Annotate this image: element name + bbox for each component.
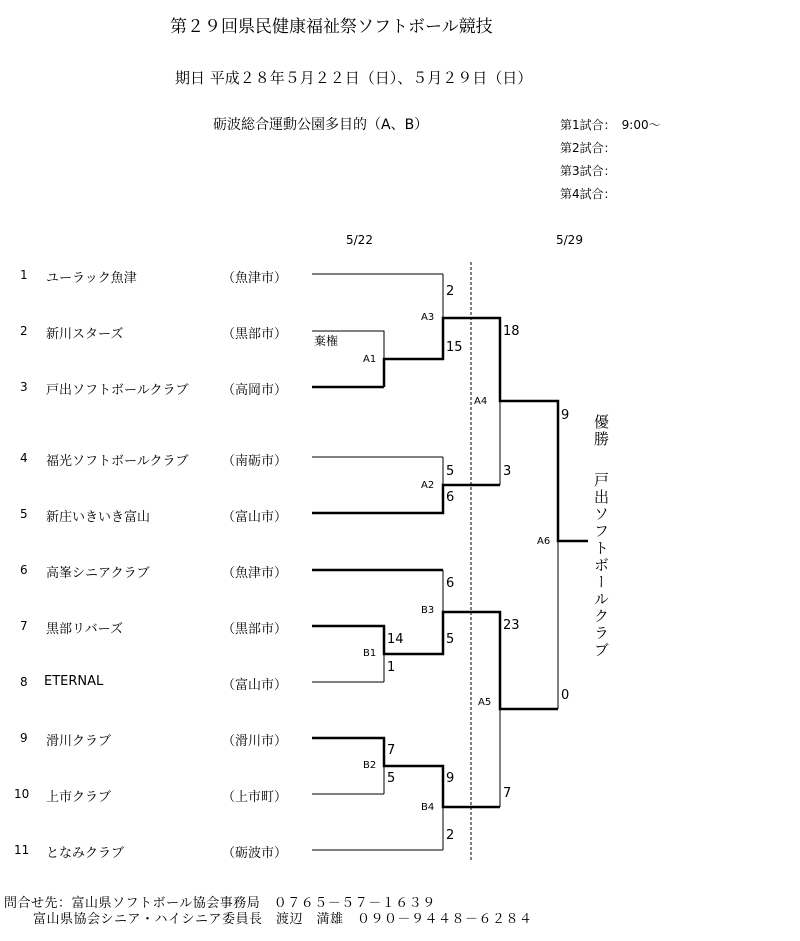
- team-city: （黒部市）: [222, 622, 288, 637]
- score-a2-top: 5: [446, 464, 455, 479]
- round-date-day2: 5/29: [556, 233, 583, 247]
- champion-team: 戸出ソフトボールクラブ: [592, 472, 610, 659]
- team-number: 10: [14, 787, 30, 801]
- score-b3-top: 6: [446, 576, 455, 591]
- match-id-b1: B1: [363, 648, 377, 659]
- team-city: （富山市）: [222, 678, 288, 693]
- score-b2-bottom: 5: [387, 771, 396, 786]
- score-a6-top: 9: [561, 408, 570, 423]
- score-a5-bottom: 7: [503, 786, 512, 801]
- team-name: 上市クラブ: [46, 790, 112, 805]
- score-b1-top: 14: [387, 632, 404, 647]
- path-team9: [312, 738, 500, 807]
- team-city: （南砺市）: [222, 454, 288, 469]
- score-b2-top: 7: [387, 743, 396, 758]
- match-id-a4: A4: [474, 396, 488, 407]
- team-name: 滑川クラブ: [46, 734, 112, 749]
- score-a3-bottom: 15: [446, 340, 463, 355]
- score-b1-bottom: 1: [387, 660, 396, 675]
- score-b4-top: 9: [446, 771, 455, 786]
- schedule-label: 第3試合：: [560, 164, 616, 178]
- team-city: （黒部市）: [222, 327, 288, 342]
- team-city: （滑川市）: [222, 734, 288, 749]
- bye-label: 棄権: [314, 334, 339, 348]
- schedule-time: 9:00～: [621, 118, 661, 132]
- team-name: 新川スターズ: [46, 327, 124, 342]
- team-city: （魚津市）: [222, 271, 288, 286]
- score-a4-bottom: 3: [503, 464, 512, 479]
- score-a4-top: 18: [503, 324, 520, 339]
- team-city: （砺波市）: [222, 846, 288, 861]
- event-dates: 期日 平成２８年５月２２日（日）、５月２９日（日）: [175, 69, 533, 87]
- champion-label: 優勝: [592, 414, 610, 448]
- team-city: （上市町）: [222, 790, 288, 805]
- team-name: 福光ソフトボールクラブ: [46, 454, 189, 469]
- match-id-b3: B3: [421, 605, 435, 616]
- score-a5-top: 23: [503, 618, 520, 633]
- match-id-a5: A5: [478, 697, 492, 708]
- contact-line-2: 富山県協会シニア・ハイシニア委員長 渡辺 満雄 ０９０－９４４８－６２８４: [33, 912, 533, 927]
- team-city: （高岡市）: [222, 383, 288, 398]
- team-name: 戸出ソフトボールクラブ: [46, 383, 189, 398]
- schedule-label: 第4試合：: [560, 187, 616, 201]
- team-name: ETERNAL: [44, 674, 104, 689]
- schedule-label: 第2試合：: [560, 141, 616, 155]
- match-id-a3: A3: [421, 312, 435, 323]
- match-id-b4: B4: [421, 802, 435, 813]
- team-number: 8: [20, 675, 28, 689]
- team-number: 2: [20, 324, 28, 338]
- team-city: （魚津市）: [222, 566, 288, 581]
- venue: 砺波総合運動公園多目的（A、B）: [213, 117, 429, 133]
- score-b3-bottom: 5: [446, 632, 455, 647]
- match-id-b2: B2: [363, 760, 377, 771]
- team-number: 1: [20, 268, 28, 282]
- score-a2-bottom: 6: [446, 490, 455, 505]
- team-number: 4: [20, 451, 28, 465]
- path-champion: [384, 318, 588, 541]
- round-date-day1: 5/22: [346, 233, 373, 247]
- match-id-a6: A6: [537, 536, 551, 547]
- team-number: 5: [20, 507, 28, 521]
- team-name: 高峯シニアクラブ: [46, 566, 150, 581]
- match-id-a1: A1: [363, 354, 377, 365]
- team-number: 11: [14, 843, 30, 857]
- team-number: 7: [20, 619, 28, 633]
- team-name: 新庄いきいき富山: [46, 510, 151, 525]
- team-name: となみクラブ: [46, 846, 125, 861]
- team-number: 6: [20, 563, 28, 577]
- path-team7: [312, 612, 558, 709]
- team-name: 黒部リバーズ: [46, 622, 123, 637]
- match-id-a2: A2: [421, 480, 435, 491]
- team-number: 9: [20, 731, 28, 745]
- schedule-label: 第1試合：: [560, 118, 616, 132]
- score-b4-bottom: 2: [446, 828, 455, 843]
- page-title: 第２９回県民健康福祉祭ソフトボール競技: [170, 17, 493, 37]
- contact-line-1: 問合せ先：富山県ソフトボール協会事務局 ０７６５－５７－１６３９: [4, 896, 436, 911]
- team-city: （富山市）: [222, 510, 288, 525]
- path-team5: [312, 485, 500, 513]
- score-a3-top: 2: [446, 284, 455, 299]
- score-a6-bottom: 0: [561, 688, 570, 703]
- team-number: 3: [20, 380, 28, 394]
- team-name: ユーラック魚津: [46, 271, 137, 286]
